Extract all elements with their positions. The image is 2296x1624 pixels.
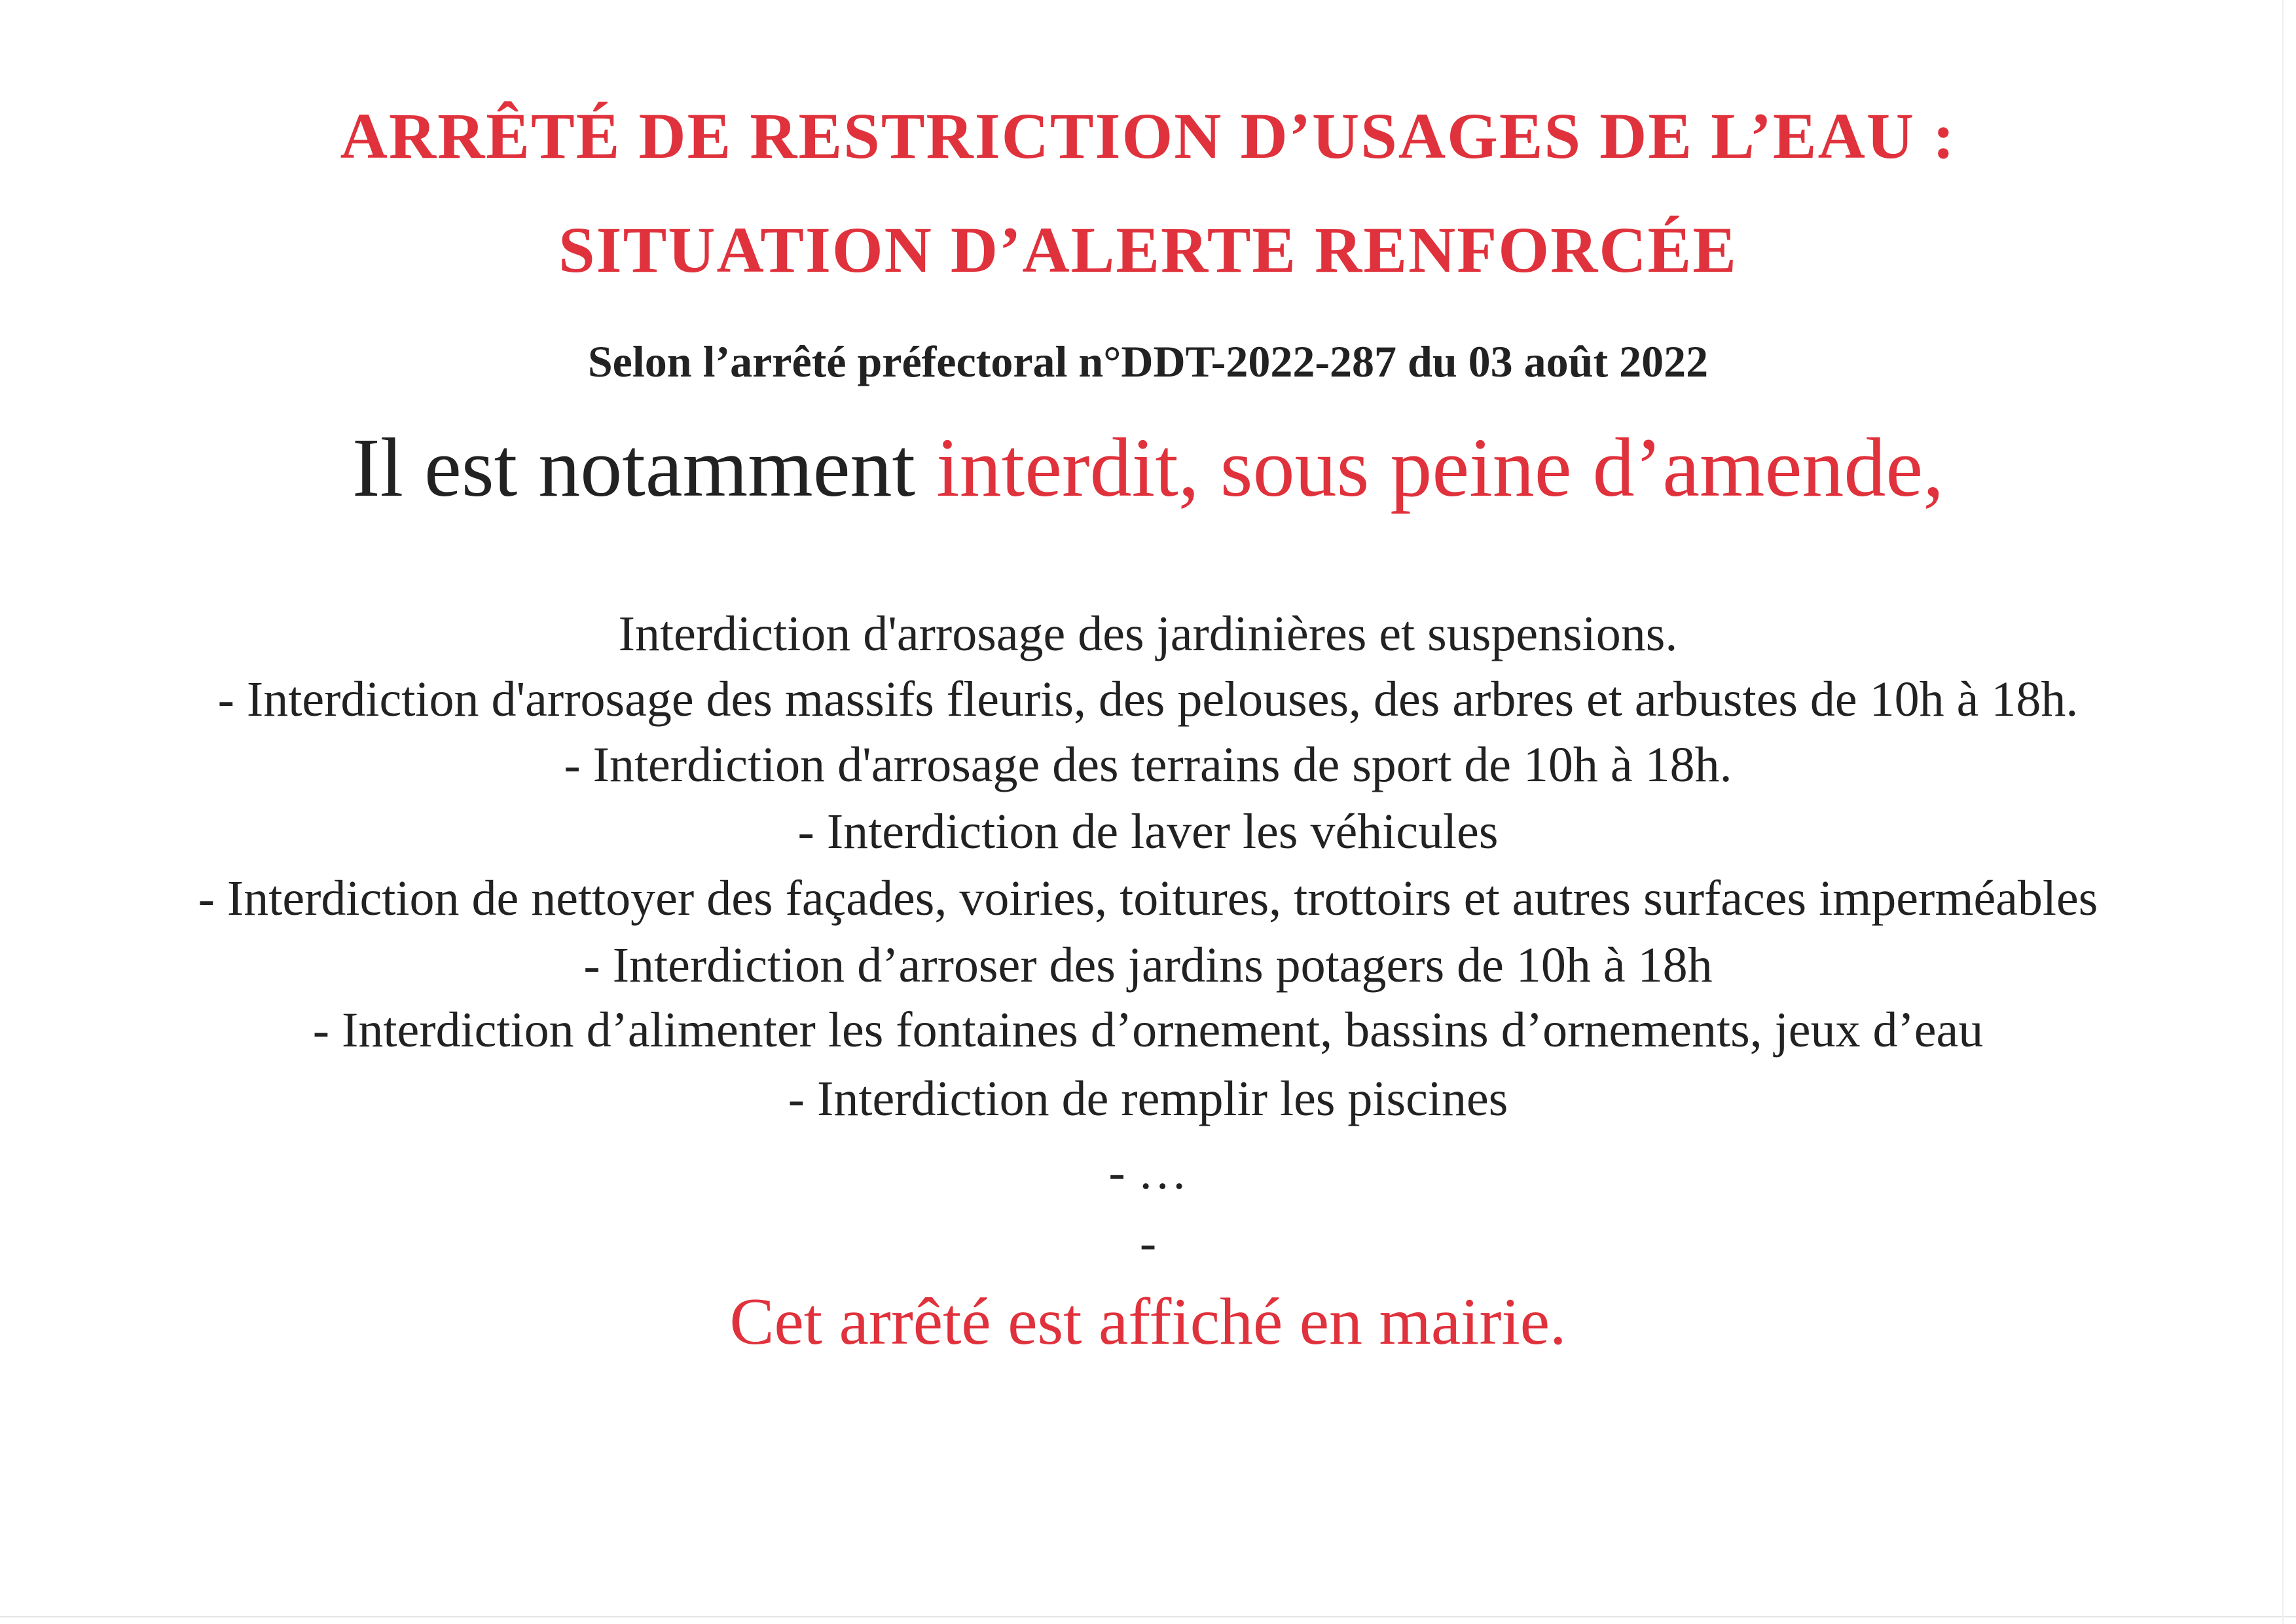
restriction-item: - Interdiction de remplir les piscines — [788, 1071, 1508, 1126]
scan-right-edge — [2282, 0, 2284, 1624]
restriction-item: - Interdiction d'arrosage des massifs fleuris, des pelouses, des arbres et arbustes de 10h à 18h. — [217, 672, 2079, 727]
intro-prefix: Il est notamment — [352, 421, 937, 514]
title-line-2: SITUATION D’ALERTE RENFORCÉE — [558, 213, 1738, 286]
restriction-item: - Interdiction de nettoyer des façades, voiries, toitures, trottoirs et autres surfaces imperméables — [198, 871, 2098, 926]
intro-sentence — [0, 421, 2296, 514]
restriction-item: - Interdiction d’arroser des jardins potagers de 10h à 18h — [583, 938, 1713, 993]
restriction-item: - — [1139, 1215, 1157, 1270]
restriction-item: - Interdiction d’alimenter les fontaines d’ornement, bassins d’ornements, jeux d’eau — [312, 1003, 1984, 1058]
footer-notice: Cet arrêté est affiché en mairie. — [729, 1285, 1567, 1359]
intro-highlight: interdit, sous peine d’amende, — [936, 421, 1944, 514]
restriction-item: - … — [1108, 1145, 1188, 1200]
restriction-item: - Interdiction de laver les véhicules — [797, 804, 1499, 859]
title-line-1: ARRÊTÉ DE RESTRICTION D’USAGES DE L’EAU : — [340, 100, 1956, 172]
prefectoral-reference: Selon l’arrêté préfectoral n°DDT-2022-287 du 03 août 2022 — [587, 337, 1709, 386]
restriction-item: - Interdiction d'arrosage des terrains de sport de 10h à 18h. — [564, 737, 1732, 792]
scan-bottom-edge — [0, 1616, 2296, 1617]
restriction-item: Interdiction d'arrosage des jardinières et suspensions. — [618, 606, 1678, 661]
